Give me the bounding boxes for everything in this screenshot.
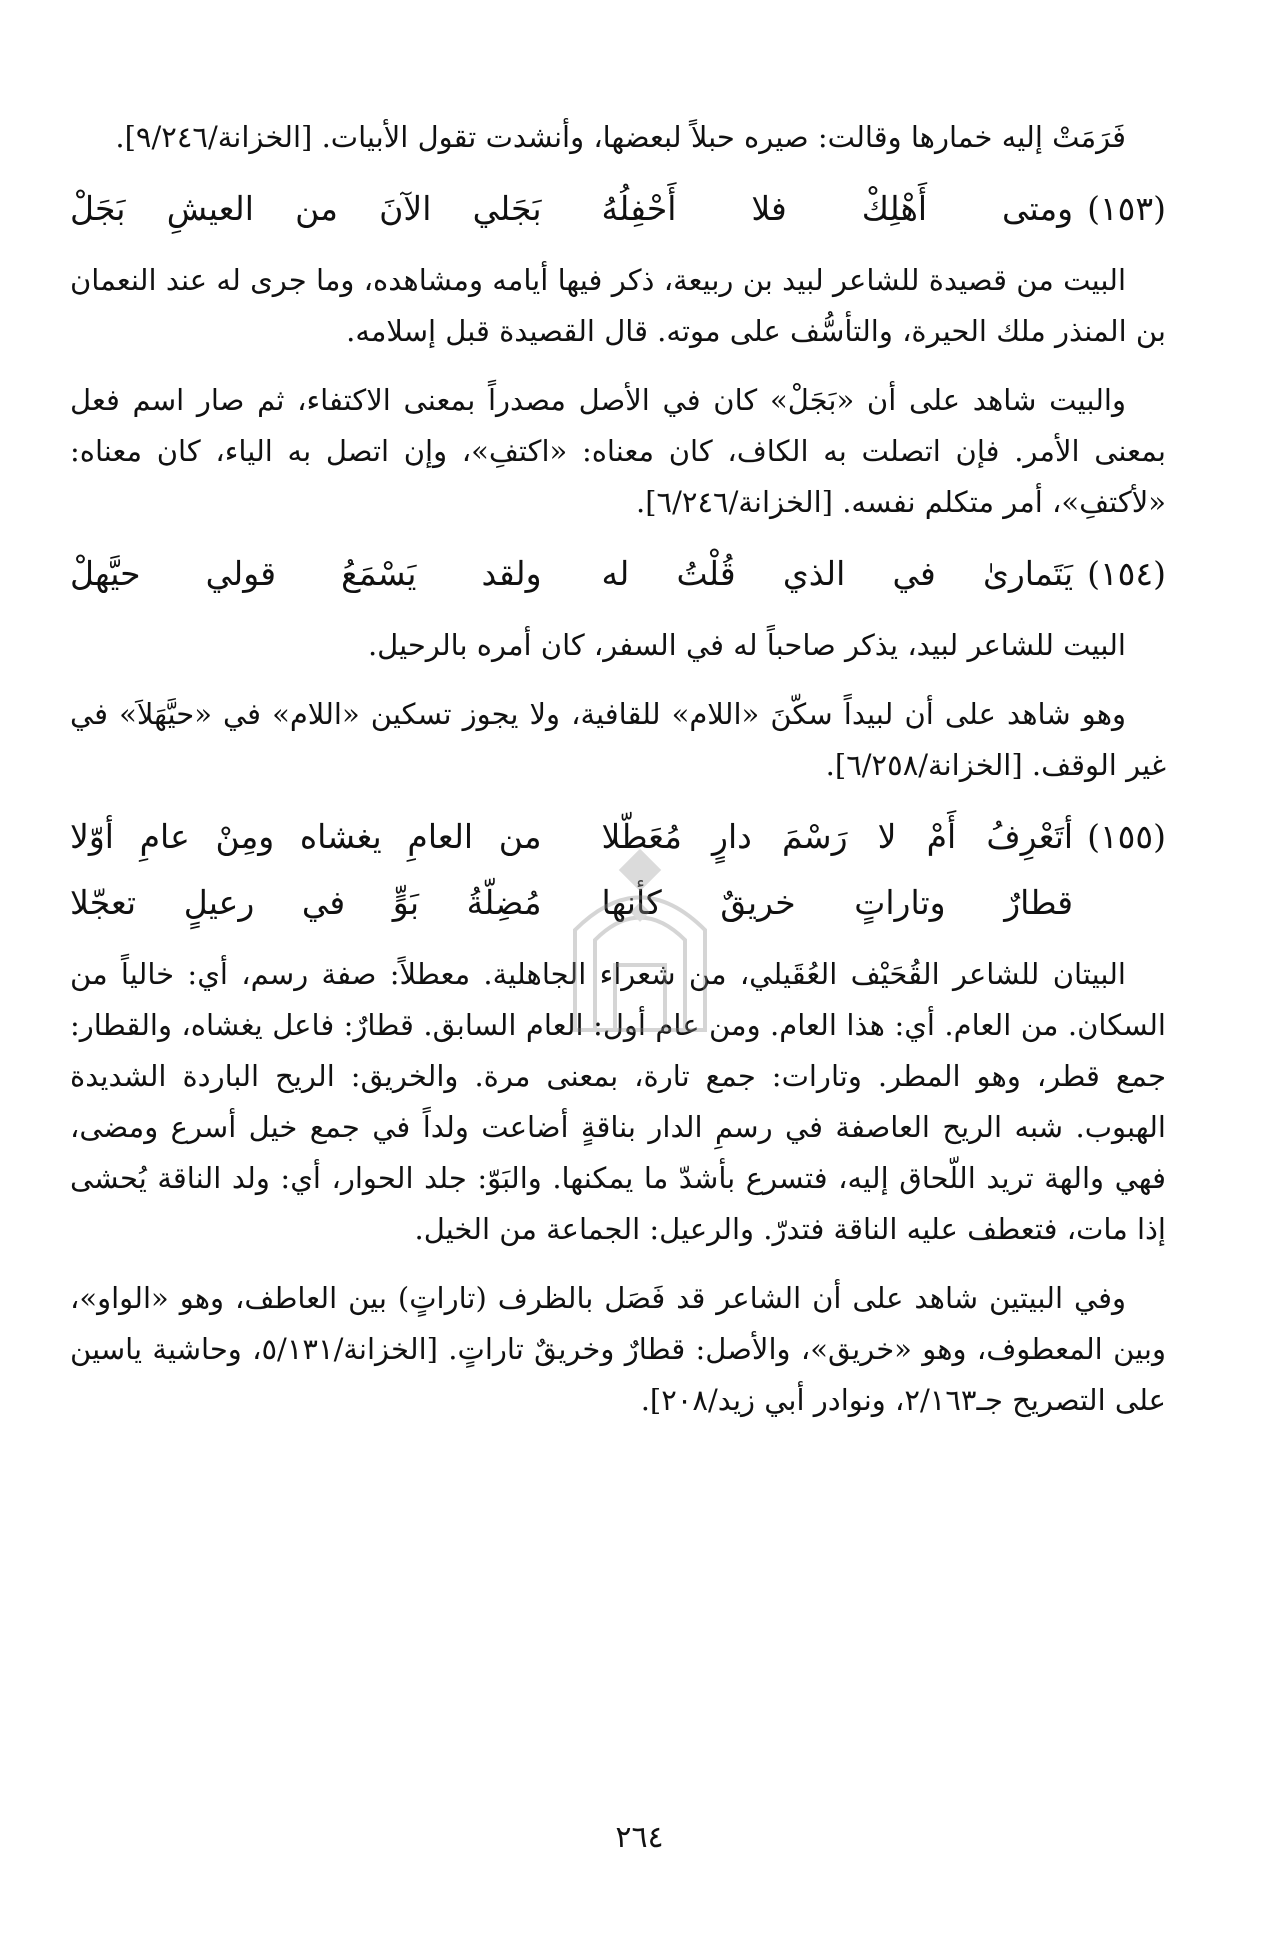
paragraph-commentary: وفي البيتين شاهد على أن الشاعر قد فَصَل بالظرف (تاراتٍ) بين العاطف، وهو «الواو»، وبين المعطوف، وهو «خريق»، والأصل: قطارٌ وخريقٌ تاراتٍ. [الخزانة/٥/١٣١، وحاشية ياسين على التصريح جـ٢/١٦٣، ونوادر أبي زيد/٢٠٨].	[70, 1281, 1166, 1417]
verse-second-hemistich: من العامِ يغشاه ومِنْ عامِ أوّلا	[70, 817, 542, 856]
library-seal-watermark	[555, 845, 725, 1035]
page-number: ٢٦٤	[615, 1820, 664, 1855]
verse-first-hemistich: أتَعْرِفُ أَمْ لا رَسْمَ دارٍ مُعَطّلا	[601, 817, 1074, 856]
verse-153	[70, 181, 1166, 237]
paragraph-commentary: وهو شاهد على أن لبيداً سكّنَ «اللام» للقافية، ولا يجوز تسكين «اللام» في «حيَّهَلاَ» في غير الوقف. [الخزانة/٦/٢٥٨].	[70, 697, 1166, 782]
verse-number: (١٥٣)	[1087, 189, 1166, 228]
verse-first-hemistich: ومتى أَهْلِكْ فلا أَحْفِلُهُ	[601, 189, 1074, 228]
verse-number: (١٥٤)	[1087, 554, 1166, 593]
paragraph-commentary: البيتان للشاعر القُحَيْف العُقَيلي، من شعراء الجاهلية. معطلاً: صفة رسم، أي: خالياً من السكان. من العام. أي: هذا العام. ومن عام أول: العام السابق. قطارٌ: فاعل يغشاه، والقطار: جمع قطر، وهو المطر. وتارات: جمع تارة، بمعنى مرة. والخريق: الريح الباردة الشديدة الهبوب. شبه الريح العاصفة في رسمِ الدار بناقةٍ أضاعت ولداً في جمع خيل أسرع ومضى، فهي والهة تريد اللّحاق إليه، فتسرع بأشدّ ما يمكنها. والبَوّ: جلد الحوار، أي: ولد الناقة يُحشى إذا مات، فتعطف عليه الناقة فتدرّ. والرعيل: الجماعة من الخيل.	[70, 957, 1166, 1246]
verse-first-hemistich: يَتَمارىٰ في الذي قُلْتُ له	[601, 554, 1074, 593]
verse-second-hemistich: ولقد يَسْمَعُ قولي حيَّهلْ	[70, 554, 542, 593]
page-body	[70, 112, 1166, 1444]
verse-number: (١٥٥)	[1087, 817, 1166, 856]
paragraph-commentary: البيت من قصيدة للشاعر لبيد بن ربيعة، ذكر فيها أيامه ومشاهده، وما جرى له عند النعمان بن المنذر ملك الحيرة، والتأسُّف على موته. قال القصيدة قبل إسلامه.	[70, 263, 1166, 348]
verse-first-hemistich: قطارٌ وتاراتٍ خريقٌ كأنها	[601, 883, 1074, 922]
verse-second-hemistich: بَجَلي الآنَ من العيشِ بَجَلْ	[70, 189, 542, 228]
paragraph-intro: فَرَمَتْ إليه خمارها وقالت: صيره حبلاً لبعضها، وأنشدت تقول الأبيات. [الخزانة/٩/٢٤٦].	[115, 120, 1126, 154]
paragraph-commentary: والبيت شاهد على أن «بَجَلْ» كان في الأصل مصدراً بمعنى الاكتفاء، ثم صار اسم فعل بمعنى الأمر. فإن اتصلت به الكاف، كان معناه: «اكتفِ»، وإن اتصل به الياء، كان معناه: «لأكتفِ»، أمر متكلم نفسه. [الخزانة/٦/٢٤٦].	[70, 383, 1166, 519]
paragraph-commentary: البيت للشاعر لبيد، يذكر صاحباً له في السفر، كان أمره بالرحيل.	[367, 628, 1126, 662]
verse-second-hemistich: مُضِلّةُ بَوٍّ في رعيلٍ تعجّلا	[70, 883, 542, 922]
verse-154	[70, 546, 1166, 602]
